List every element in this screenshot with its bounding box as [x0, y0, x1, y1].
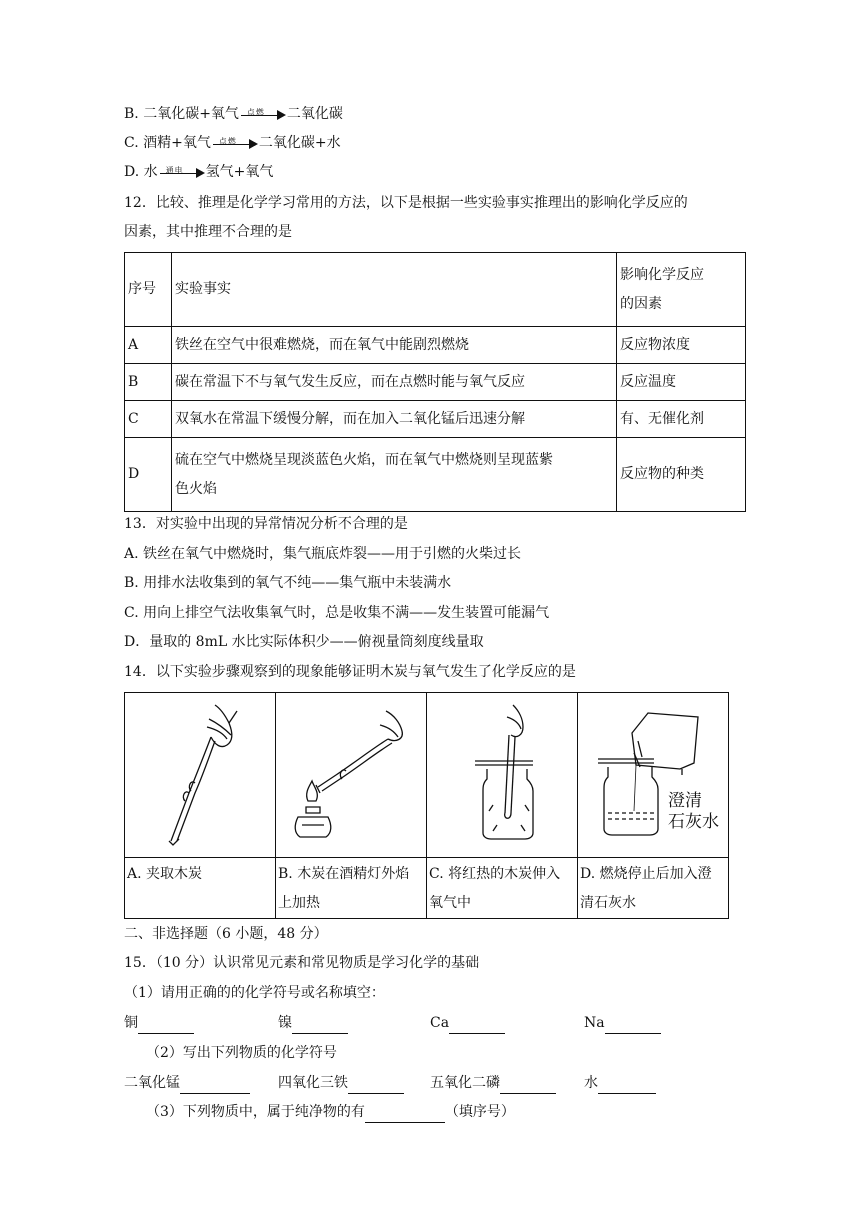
question-13-option-c: C. 用向上排空气法收集氧气时，总是收集不满——发生装置可能漏气 [124, 605, 550, 621]
caption-b [276, 858, 427, 919]
header-factor [617, 253, 746, 327]
answer-blank[interactable] [449, 1013, 505, 1034]
caption-c-line2: 氧气中 [429, 895, 471, 911]
reaction-arrow [211, 133, 259, 153]
fill-label: 二氧化锰 [124, 1075, 180, 1091]
question-15-sub1: （1）请用正确的的化学符号或名称填空： [124, 985, 385, 1001]
question-13-option-b: B. 用排水法收集到的氧气不纯——集气瓶中未装满水 [124, 575, 452, 591]
question-12-line2: 因素，其中推理不合理的是 [124, 224, 292, 240]
sub3-tail: （填序号） [444, 1104, 515, 1120]
question-15-sub2: （2）写出下列物质的化学符号 [146, 1045, 337, 1061]
row-fact-line2: 色火焰 [175, 480, 217, 497]
row-id: C [125, 401, 172, 438]
fill-label: 镍 [278, 1015, 292, 1031]
fill-label: 铜 [124, 1015, 138, 1031]
figure-d [578, 693, 729, 858]
caption-a-line1: A. 夹取木炭 [127, 866, 203, 882]
row-fact [172, 438, 617, 512]
figure-b [276, 693, 427, 858]
fill-item [430, 1073, 556, 1094]
question-13-option-d: D．量取的 8mL 水比实际体积少——俯视量筒刻度线量取 [124, 634, 484, 650]
alcohol-lamp-heating-icon [276, 693, 426, 853]
reaction-condition: 点燃 [246, 108, 265, 117]
caption-row [125, 858, 729, 919]
question-14-stem: 14．以下实验步骤观察到的现象能够证明木炭与氧气发生了化学反应的是 [124, 664, 576, 680]
row-id: A [125, 327, 172, 364]
fill-item [278, 1073, 404, 1094]
fill-label: 五氧化二磷 [430, 1075, 500, 1091]
table-row [125, 438, 746, 512]
answer-blank[interactable] [500, 1073, 556, 1094]
fill-label: Na [584, 1015, 605, 1031]
option-prefix: D. 水 [124, 164, 158, 180]
option-product: 二氧化碳 [286, 106, 343, 122]
question-13-stem: 13．对实验中出现的异常情况分析不合理的是 [124, 516, 408, 532]
reaction-condition: 点燃 [218, 137, 237, 146]
row-id: B [125, 364, 172, 401]
fill-label: 水 [584, 1075, 598, 1091]
fill-label: 四氧化三铁 [278, 1075, 348, 1091]
option-product: 氢气+氧气 [205, 164, 274, 180]
fill-item [430, 1013, 505, 1034]
row-factor: 有、无催化剂 [617, 401, 746, 438]
row-factor: 反应物浓度 [617, 327, 746, 364]
row-id: D [125, 438, 172, 512]
figure-row [125, 693, 729, 858]
caption-b-line1: B. 木炭在酒精灯外焰 [278, 866, 410, 882]
answer-blank[interactable] [348, 1073, 404, 1094]
limewater-label-line2: 石灰水 [668, 812, 719, 832]
fill-item [584, 1013, 661, 1034]
reaction-condition: 通电 [165, 166, 184, 175]
question-15-sub3 [146, 1102, 515, 1123]
option-11-c [124, 133, 341, 153]
option-11-b [124, 104, 343, 124]
header-factor-line1: 影响化学反应 [620, 266, 704, 283]
fill-item [124, 1013, 194, 1034]
answer-blank[interactable] [138, 1013, 194, 1034]
caption-a [125, 858, 276, 919]
row-fact-line1: 硫在空气中燃烧呈现淡蓝色火焰，而在氧气中燃烧则呈现蓝紫 [175, 451, 553, 468]
option-11-d [124, 162, 273, 182]
header-fact: 实验事实 [172, 253, 617, 327]
sub3-text: （3）下列物质中，属于纯净物的有 [146, 1104, 365, 1120]
caption-d [578, 858, 729, 919]
table-row [125, 401, 746, 438]
row-fact: 铁丝在空气中很难燃烧，而在氧气中能剧烈燃烧 [172, 327, 617, 364]
table-row [125, 364, 746, 401]
fill-item [584, 1073, 656, 1094]
option-prefix: B. 二氧化碳+氧气 [124, 106, 239, 122]
caption-c-line1: C. 将红热的木炭伸入 [429, 866, 561, 882]
row-fact: 双氧水在常温下缓慢分解，而在加入二氧化锰后迅速分解 [172, 401, 617, 438]
question-13-option-a: A. 铁丝在氧气中燃烧时，集气瓶底炸裂——用于引燃的火柴过长 [124, 546, 522, 562]
question-15-stem: 15．（10 分）认识常见元素和常见物质是学习化学的基础 [124, 955, 480, 971]
option-prefix: C. 酒精+氧气 [124, 135, 211, 151]
row-fact: 碳在常温下不与氧气发生反应，而在点燃时能与氧气反应 [172, 364, 617, 401]
question-12-table [124, 252, 746, 512]
answer-blank[interactable] [365, 1102, 445, 1123]
question-12-line1: 12．比较、推理是化学学习常用的方法，以下是根据一些实验事实推理出的影响化学反应的 [124, 195, 688, 211]
answer-blank[interactable] [598, 1073, 656, 1094]
caption-c [427, 858, 578, 919]
caption-d-line1: D. 燃烧停止后加入澄 [580, 866, 712, 882]
table-row [125, 327, 746, 364]
caption-b-line2: 上加热 [278, 895, 320, 911]
answer-blank[interactable] [180, 1073, 250, 1094]
question-14-figure-table [124, 692, 729, 919]
header-factor-line2: 的因素 [620, 295, 662, 312]
answer-blank[interactable] [605, 1013, 661, 1034]
caption-d-line2: 清石灰水 [580, 895, 636, 911]
limewater-label-line1: 澄清 [668, 791, 702, 811]
figure-c [427, 693, 578, 858]
row-factor: 反应物的种类 [617, 438, 746, 512]
answer-blank[interactable] [292, 1013, 348, 1034]
option-product: 二氧化碳+水 [258, 135, 341, 151]
section-heading: 二、非选择题（6 小题，48 分） [124, 926, 328, 942]
header-id: 序号 [125, 253, 172, 327]
fill-item [124, 1073, 250, 1094]
row-factor: 反应温度 [617, 364, 746, 401]
reaction-arrow [158, 162, 206, 182]
tongs-charcoal-icon [125, 693, 275, 853]
figure-a [125, 693, 276, 858]
reaction-arrow [239, 104, 287, 124]
table-header-row [125, 253, 746, 327]
limewater-label [668, 791, 719, 833]
jar-insertion-icon [427, 693, 577, 853]
fill-label: Ca [430, 1015, 450, 1031]
fill-item [278, 1013, 348, 1034]
